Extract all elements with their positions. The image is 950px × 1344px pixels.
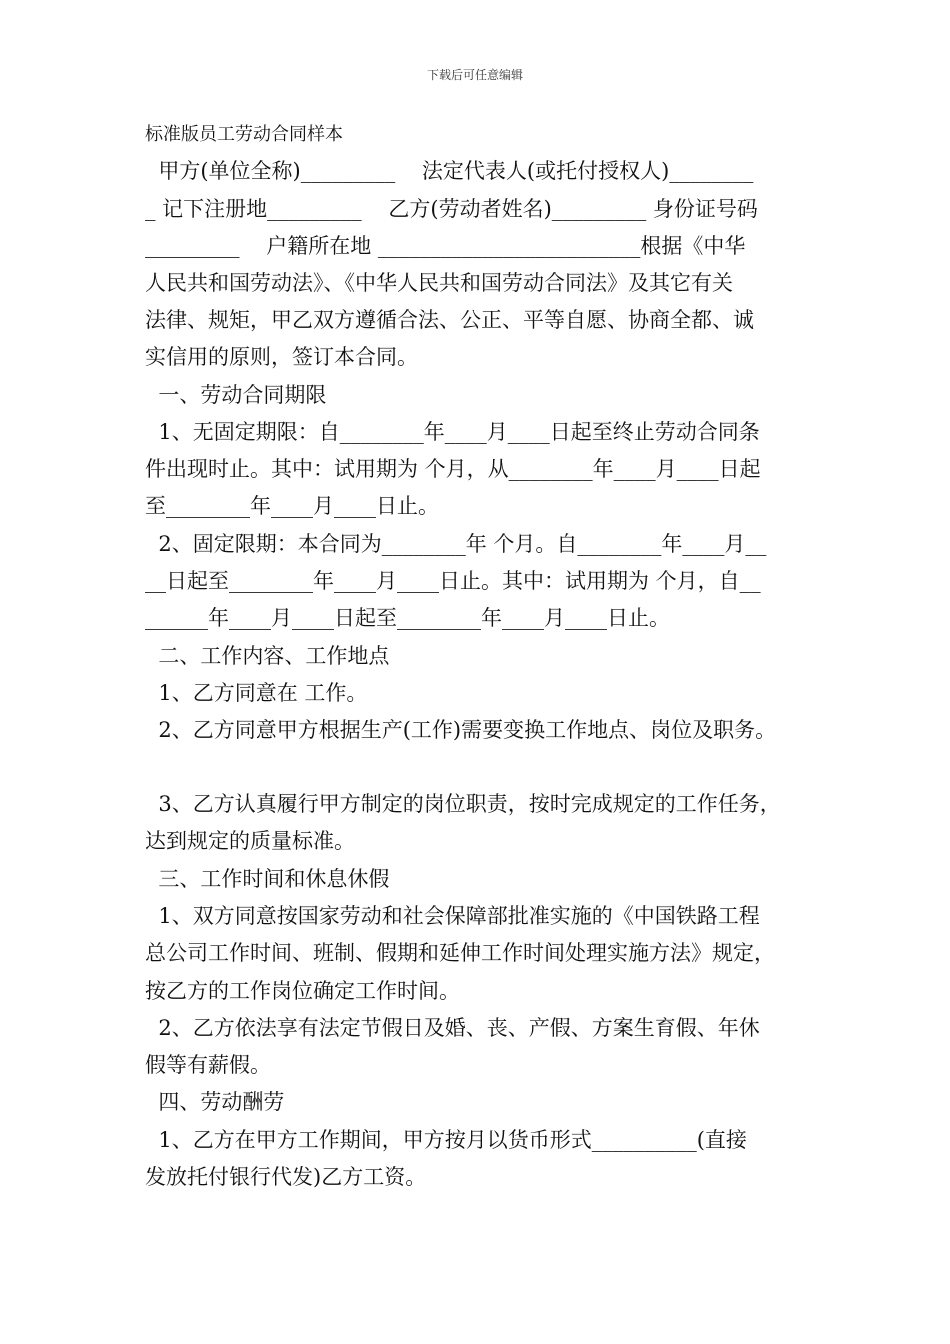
text-line: 按乙方的工作岗位确定工作时间。 [145, 979, 460, 1003]
document-title: 标准版员工劳动合同样本 [145, 124, 343, 145]
text-line: 甲方(单位全称)_________ 法定代表人(或托付授权人)________ [145, 159, 754, 183]
text-line: 人民共和国劳动法》、《中华人民共和国劳动合同法》及其它有关 [145, 271, 733, 295]
text-line: 2、乙方依法享有法定节假日及婚、丧、产假、方案生育假、年休 [145, 1016, 760, 1040]
text-line: 2、固定限期：本合同为________年 个月。自________年____月__ [145, 532, 767, 556]
text-line: 件出现时止。其中：试用期为 个月，从________年____月____日起 [145, 457, 761, 481]
text-line: _ 记下注册地_________ 乙方(劳动者姓名)_________ 身份证号码 [145, 197, 758, 221]
page-header: 下载后可任意编辑 [426, 68, 523, 82]
section-heading: 一、劳动合同期限 [145, 383, 327, 407]
section-heading: 三、工作时间和休息休假 [145, 867, 390, 891]
text-line: 发放托付银行代发)乙方工资。 [145, 1165, 427, 1189]
section-heading: 二、工作内容、工作地点 [145, 644, 390, 668]
text-line: 1、无固定期限：自________年____月____日起至终止劳动合同条 [145, 420, 760, 444]
text-line: 3、乙方认真履行甲方制定的岗位职责，按时完成规定的工作任务， [145, 792, 781, 816]
text-line: 达到规定的质量标准。 [145, 829, 355, 853]
text-line: 总公司工作时间、班制、假期和延伸工作时间处理实施方法》规定， [145, 941, 775, 965]
text-line: 法律、规矩，甲乙双方遵循合法、公正、平等自愿、协商全都、诚 [145, 308, 754, 332]
section-heading: 四、劳动酬劳 [145, 1090, 285, 1114]
text-line: 1、乙方同意在 工作。 [145, 681, 368, 705]
text-line: 实信用的原则，签订本合同。 [145, 345, 418, 369]
text-line: _________ 户籍所在地 _________________________根据《中华 [145, 234, 746, 258]
text-line: 2、乙方同意甲方根据生产(工作)需要变换工作地点、岗位及职务。 [145, 718, 777, 742]
text-line: __日起至________年____月____日止。其中：试用期为 个月，自__ [145, 569, 761, 593]
text-line: ______年____月____日起至________年____月____日止。 [145, 606, 670, 630]
text-line: 1、乙方在甲方工作期间，甲方按月以货币形式__________(直接 [145, 1128, 747, 1152]
text-line: 假等有薪假。 [145, 1053, 271, 1077]
text-line: 1、双方同意按国家劳动和社会保障部批准实施的《中国铁路工程 [145, 904, 760, 928]
text-line: 至________年____月____日止。 [145, 494, 439, 518]
